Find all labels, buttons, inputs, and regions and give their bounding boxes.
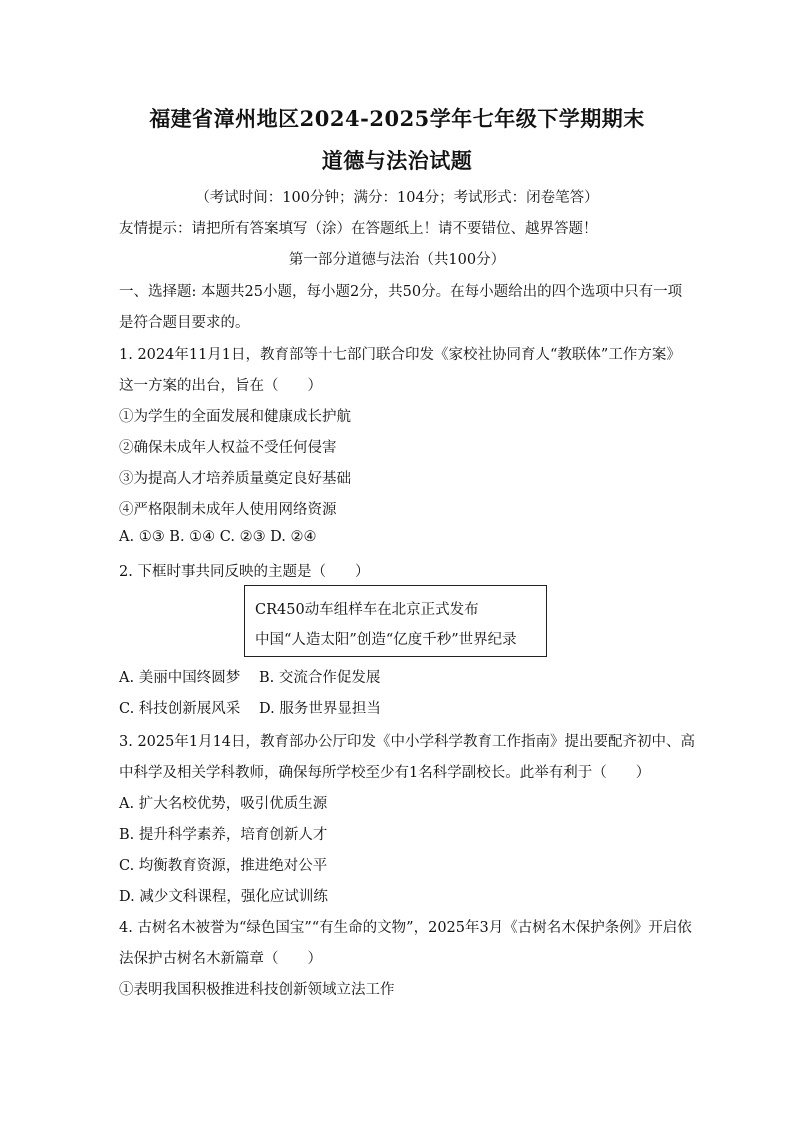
q4-item-1: ①表明我国积极推进科技创新领域立法工作 xyxy=(119,982,395,998)
q2-box-line2: 中国“人造太阳”创造“亿度千秒”世界纪录 xyxy=(255,632,517,648)
q2-option-d: D. 服务世界显担当 xyxy=(259,701,381,717)
q3-option-c: C. 均衡教育资源，推进绝对公平 xyxy=(119,858,328,874)
q3-option-b: B. 提升科学素养，培育创新人才 xyxy=(119,827,328,843)
q2-options-row1 xyxy=(119,666,380,687)
q4-stem-line1: 4. 古树名木被誉为“绿色国宝”“有生命的文物”，2025年3月《古树名木保护条例》开启依 xyxy=(119,920,692,936)
q1-options: A. ①③ B. ①④ C. ②③ D. ②④ xyxy=(119,529,317,545)
q1-stem-line2: 这一方案的出台，旨在（ ） xyxy=(119,378,322,394)
q2-option-b: B. 交流合作促发展 xyxy=(259,670,381,686)
q2-option-c: C. 科技创新展风采 xyxy=(119,701,241,717)
q1-item-1: ①为学生的全面发展和健康成长护航 xyxy=(119,409,351,425)
q1-item-2: ②确保未成年人权益不受任何侵害 xyxy=(119,440,337,456)
q2-option-a: A. 美丽中国终圆梦 xyxy=(119,670,241,686)
q3-stem-line1: 3. 2025年1月14日，教育部办公厅印发《中小学科学教育工作指南》提出要配齐初中、高 xyxy=(119,734,696,750)
q2-stem: 2. 下框时事共同反映的主题是（ ） xyxy=(119,564,370,580)
q2-box-line1: CR450动车组样车在北京正式发布 xyxy=(255,602,479,618)
q1-item-4: ④严格限制未成年人使用网络资源 xyxy=(119,502,337,518)
exam-subject-title: 道德与法治试题 xyxy=(321,148,473,173)
exam-info: （考试时间：100分钟；满分：104分；考试形式：闭卷笔答） xyxy=(195,190,599,206)
q2-news-box xyxy=(244,585,547,657)
q3-option-d: D. 减少文科课程，强化应试训练 xyxy=(119,889,328,905)
section-intro-line1: 一、选择题: 本题共25小题，每小题2分，共50分。在每小题给出的四个选项中只有一项 xyxy=(119,284,683,300)
part-title: 第一部分道德与法治（共100分） xyxy=(288,252,506,268)
exam-title: 福建省漳州地区2024-2025学年七年级下学期期末 xyxy=(149,106,645,131)
q1-stem-line1: 1. 2024年11月1日，教育部等十七部门联合印发《家校社协同育人“教联体”工作方案》 xyxy=(119,347,681,363)
q3-stem-line2: 中科学及相关学科教师，确保每所学校至少有1名科学副校长。此举有利于（ ） xyxy=(119,765,651,781)
q3-option-a: A. 扩大名校优势，吸引优质生源 xyxy=(119,796,328,812)
q2-options-row2 xyxy=(119,697,381,718)
q1-item-3: ③为提高人才培养质量奠定良好基础 xyxy=(119,471,351,487)
q4-stem-line2: 法保护古树名木新篇章（ ） xyxy=(119,951,322,967)
reminder-text: 友情提示：请把所有答案填写（涂）在答题纸上！请不要错位、越界答题！ xyxy=(119,221,598,237)
section-intro-line2: 是符合题目要求的。 xyxy=(119,315,250,331)
